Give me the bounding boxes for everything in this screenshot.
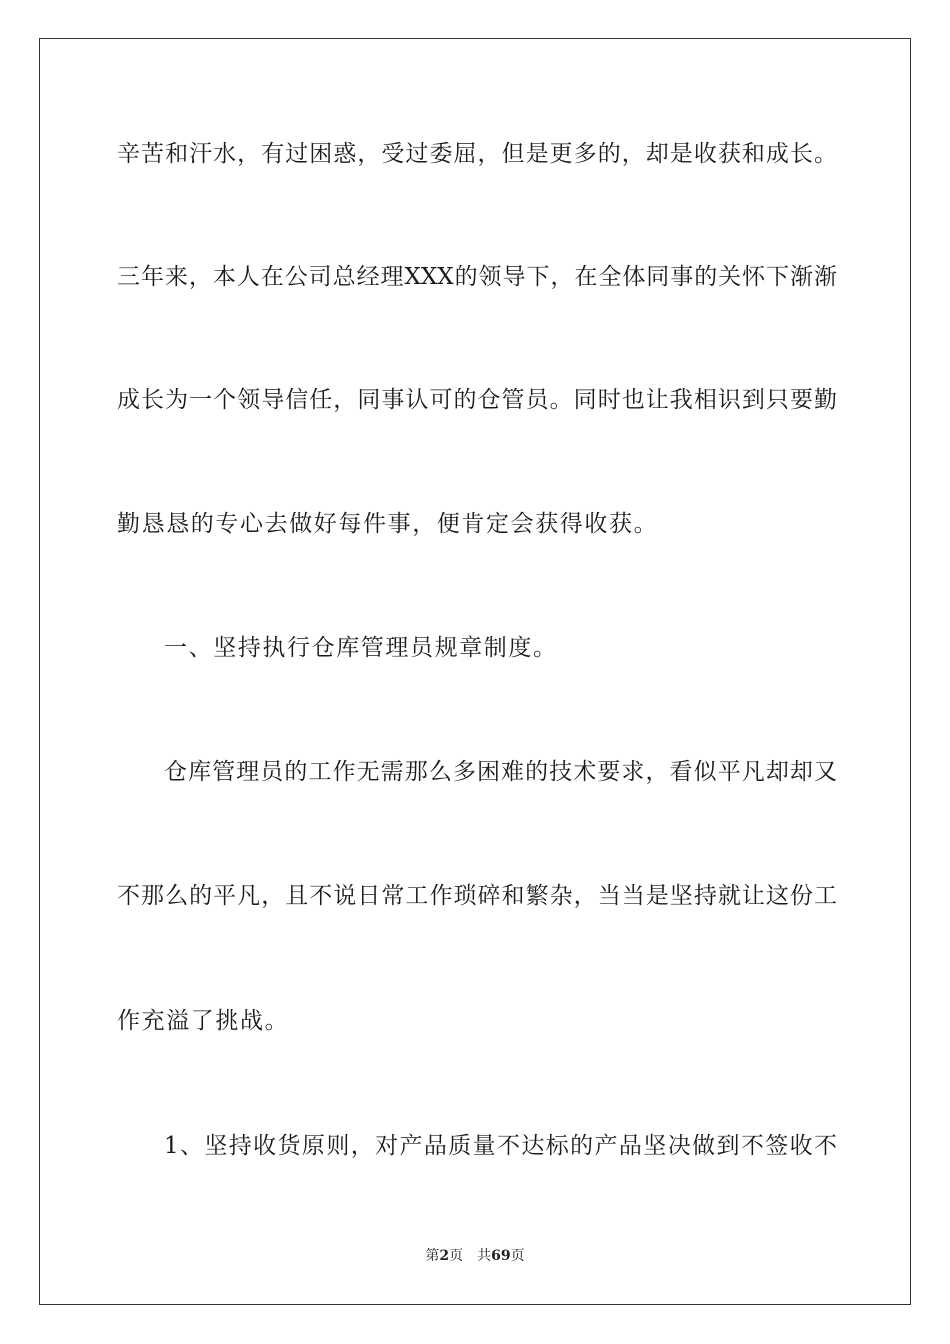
text-line-4: 勤恳恳的专心去做好每件事，便肯定会获得收获。	[117, 511, 659, 537]
page-suffix: 页	[449, 1248, 464, 1264]
page-border	[39, 38, 911, 1305]
total-pages: 69	[491, 1248, 511, 1264]
total-suffix: 页	[510, 1248, 525, 1264]
text-line-2: 三年来，本人在公司总经理XXX的领导下，在全体同事的关怀下渐渐	[117, 264, 837, 290]
section-heading: 一、坚持执行仓库管理员规章制度。	[164, 635, 558, 661]
page-prefix: 第	[425, 1248, 440, 1264]
total-prefix: 共	[477, 1248, 492, 1264]
text-line-9: 1、坚持收货原则，对产品质量不达标的产品坚决做到不签收不	[164, 1133, 837, 1159]
text-line-7: 不那么的平凡，且不说日常工作琐碎和繁杂，当当是坚持就让这份工	[117, 883, 837, 909]
page-number: 2	[439, 1248, 450, 1264]
text-line-8: 作充溢了挑战。	[117, 1008, 290, 1034]
text-line-1: 辛苦和汗水，有过困惑，受过委屈，但是更多的，却是收获和成长。	[117, 141, 837, 167]
page-footer	[0, 1247, 950, 1265]
text-line-6: 仓库管理员的工作无需那么多困难的技术要求，看似平凡却却又	[164, 759, 837, 785]
text-line-3: 成长为一个领导信任，同事认可的仓管员。同时也让我相识到只要勤	[117, 387, 837, 413]
